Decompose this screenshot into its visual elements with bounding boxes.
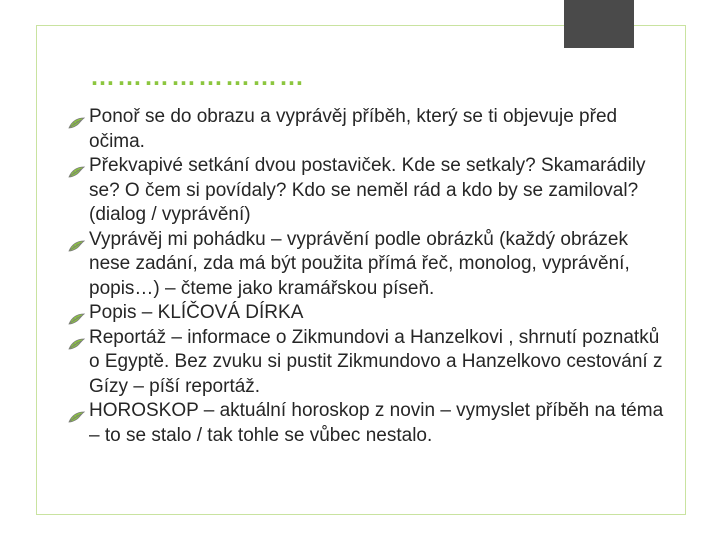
decorative-top-box bbox=[564, 0, 634, 48]
leaf-bullet-icon bbox=[68, 112, 85, 124]
bullet-item bbox=[68, 228, 668, 302]
bullet-text: Vyprávěj mi pohádku – vyprávění podle obrázků (každý obrázek nese zadání, zda má být použita přímá řeč, monolog, vyprávění, popis…) – čteme jako kramářskou píseň. bbox=[89, 228, 630, 299]
bullet-text: Popis – KLÍČOVÁ DÍRKA bbox=[89, 302, 304, 323]
bullet-item bbox=[68, 105, 668, 154]
bullet-text: Překvapivé setkání dvou postaviček. Kde se setkaly? Skamarádily se? O čem si povídaly? Kdo se neměl rád a kdo by se zamiloval? (dialog / vyprávění) bbox=[89, 155, 646, 225]
leaf-bullet-icon bbox=[68, 406, 85, 418]
bullet-item bbox=[68, 154, 668, 228]
bullet-text: Reportáž – informace o Zikmundovi a Hanzelkovi , shrnutí poznatků o Egyptě. Bez zvuku si pustit Zikmundovo a Hanzelkovo cestování z Gízy – píší reportáž. bbox=[89, 326, 663, 397]
bullet-text: Ponoř se do obrazu a vyprávěj příběh, který se ti objevuje před očima. bbox=[89, 106, 618, 152]
leaf-bullet-icon bbox=[68, 308, 85, 320]
bullet-item bbox=[68, 301, 668, 326]
leaf-bullet-icon bbox=[68, 161, 85, 173]
bullet-item bbox=[68, 399, 668, 448]
slide-title: …………………… bbox=[90, 63, 306, 91]
leaf-bullet-icon bbox=[68, 235, 85, 247]
bullet-item bbox=[68, 326, 668, 400]
bullet-list bbox=[68, 105, 668, 448]
leaf-bullet-icon bbox=[68, 333, 85, 345]
bullet-text: HOROSKOP – aktuální horoskop z novin – vymyslet příběh na téma – to se stalo / tak tohle se vůbec nestalo. bbox=[89, 400, 664, 446]
